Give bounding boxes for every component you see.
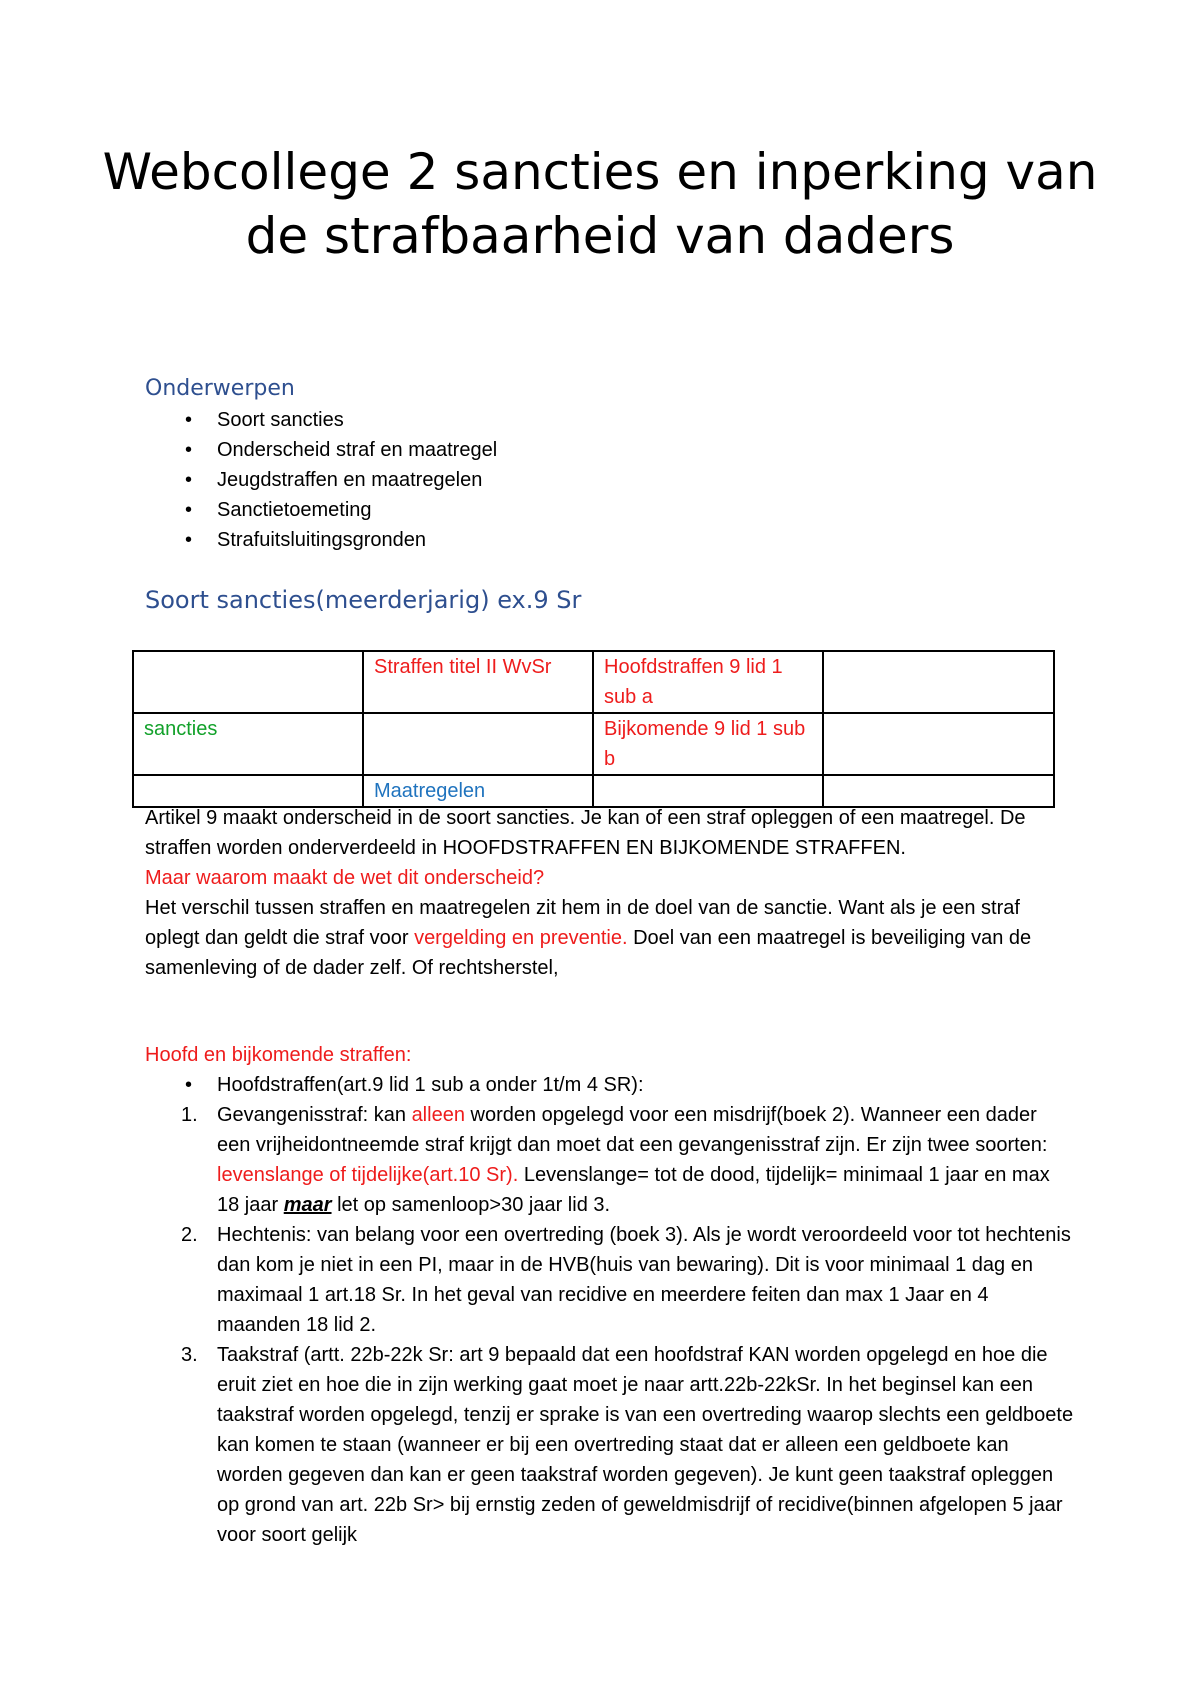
table-cell-punishments: Straffen titel II WvSr: [363, 651, 593, 713]
table-cell-main-punishments: Hoofdstraffen 9 lid 1 sub a: [593, 651, 823, 713]
list-item-detention: 2. Hechtenis: van belang voor een overtreding (boek 3). Als je wordt veroordeeld voor tot hechtenis dan kom je niet in een PI, maar in de HVB(huis van bewaring). Dit is voor minimaal 1 dag en maximaal 1 art.18 Sr. In het geval van recidive en meerdere feiten dan max 1 Jaar en 4 maanden 18 lid 2.: [181, 1224, 1071, 1336]
sanctions-table: [132, 650, 1055, 808]
table-cell: [363, 713, 593, 775]
paragraph-difference: Het verschil tussen straffen en maatregelen zit hem in de doel van de sanctie. Want als je een straf oplegt dan geldt die straf voor vergelding en preventie. Doel van een maatregel is beveiliging van de samenleving of de dader zelf. Of rechtsherstel,: [145, 897, 1032, 979]
punishments-numbered-list: [145, 1100, 1075, 1550]
table-cell-sanctions: sancties: [133, 713, 363, 775]
list-item-community-service: 3. Taakstraf (artt. 22b-22k Sr: art 9 bepaald dat een hoofdstraf KAN worden opgelegd en hoe die eruit ziet en hoe die in zijn werking gaat moet je naar artt.22b-22kSr. In het beginsel kan een taakstraf worden opgelegd, tenzij er sprake is van een overtreding waarop slechts een geldboete kan komen te staan (wanneer er bij een overtreding staat dat er alleen een geldboete kan worden gegeven dan kan er geen taakstraf worden gegeven). Je kunt geen taakstraf opleggen op grond van art. 22b Sr> bij ernstig zeden of geweldmisdrijf of recidive(binnen afgelopen 5 jaar voor soort gelijk: [181, 1344, 1074, 1546]
list-item: • Soort sancties: [145, 405, 497, 435]
body-text: [145, 803, 1075, 983]
paragraph-article-9: Artikel 9 maakt onderscheid in de soort sancties. Je kan of een straf opleggen of een maatregel. De straffen worden onderverdeeld in HOOFDSTRAFFEN EN BIJKOMENDE STRAFFEN.: [145, 807, 1026, 859]
table-cell: [133, 651, 363, 713]
table-cell: [823, 651, 1054, 713]
table-cell-measures: Maatregelen: [363, 775, 593, 807]
table-cell: [823, 713, 1054, 775]
list-item-prison: 1. Gevangenisstraf: kan alleen worden opgelegd voor een misdrijf(boek 2). Wanneer een dader een vrijheidontneemde straf krijgt dan moet dat een gevangenisstraf zijn. Er zijn twee soorten: levenslange of tijdelijke(art.10 Sr). Levenslange= tot de dood, tijdelijk= minimaal 1 jaar en max 18 jaar maar let op samenloop>30 jaar lid 3.: [181, 1104, 1050, 1216]
topics-list: [145, 405, 497, 555]
table-row: [133, 651, 1054, 713]
list-item: • Onderscheid straf en maatregel: [145, 435, 497, 465]
list-item: • Jeugdstraffen en maatregelen: [145, 465, 497, 495]
list-item: • Strafuitsluitingsgronden: [145, 525, 497, 555]
topics-heading: Onderwerpen: [145, 376, 295, 401]
table-cell-additional-punishments: Bijkomende 9 lid 1 sub b: [593, 713, 823, 775]
document-title: Webcollege 2 sancties en inperking van de strafbaarheid van daders: [102, 143, 1098, 265]
sort-sanctions-heading: Soort sancties(meerderjarig) ex.9 Sr: [145, 586, 582, 614]
list-item: • Hoofdstraffen(art.9 lid 1 sub a onder 1t/m 4 SR):: [145, 1070, 644, 1100]
question-text: Maar waarom maakt de wet dit onderscheid?: [145, 867, 545, 889]
list-item: • Sanctietoemeting: [145, 495, 497, 525]
main-additional-heading: Hoofd en bijkomende straffen:: [145, 1044, 412, 1066]
table-row: [133, 713, 1054, 775]
main-punishments-list: [145, 1070, 644, 1100]
